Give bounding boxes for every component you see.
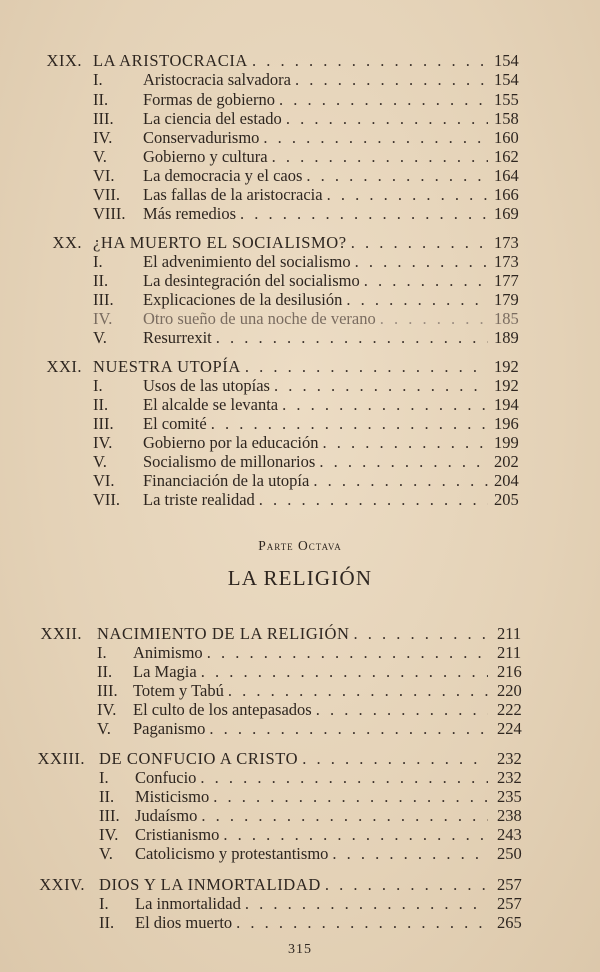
- section-title: La democracia y el caos: [143, 166, 303, 185]
- section-number: IV.: [93, 433, 113, 452]
- page-number: 166: [494, 185, 519, 204]
- section-entry: [0, 328, 600, 347]
- page-number: 154: [494, 70, 519, 89]
- section-entry: [0, 825, 600, 844]
- leader-dots: [351, 233, 488, 252]
- leader-dots: [216, 328, 488, 347]
- chapter-title: DIOS Y LA INMORTALIDAD: [99, 875, 321, 894]
- chapter-number: XXIII.: [37, 749, 85, 768]
- section-title-line: [143, 290, 492, 309]
- leader-dots: [200, 768, 488, 787]
- section-entry: [0, 433, 600, 452]
- chapter-title-line: [97, 624, 492, 643]
- section-title-line: [143, 204, 492, 223]
- page-number: 220: [497, 681, 522, 700]
- section-number: III.: [97, 681, 118, 700]
- part-title: LA RELIGIÓN: [227, 566, 373, 590]
- section-title-line: [133, 719, 492, 738]
- page-number: 202: [494, 452, 519, 471]
- section-entry: [0, 662, 600, 681]
- section-entry: [0, 204, 600, 223]
- page-number: 192: [494, 376, 519, 395]
- page-number: 232: [497, 749, 522, 768]
- page-number: 235: [497, 787, 522, 806]
- leader-dots: [327, 185, 488, 204]
- section-entry: [0, 643, 600, 662]
- section-title: La triste realidad: [143, 490, 255, 509]
- section-title: Resurrexit: [143, 328, 212, 347]
- section-number: III.: [93, 414, 114, 433]
- section-title-line: [135, 844, 492, 863]
- page-number: 160: [494, 128, 519, 147]
- page-number: 155: [494, 90, 519, 109]
- section-number: IV.: [93, 309, 113, 328]
- section-title-line: [143, 328, 492, 347]
- leader-dots: [313, 471, 488, 490]
- chapter-number: XX.: [52, 233, 82, 252]
- page-number: 199: [494, 433, 519, 452]
- section-title: Otro sueño de una noche de verano: [143, 309, 376, 328]
- section-number: I.: [99, 768, 109, 787]
- section-number: III.: [93, 290, 114, 309]
- section-entry: [0, 376, 600, 395]
- section-entry: [0, 700, 600, 719]
- page-number: 211: [497, 643, 522, 662]
- section-title-line: [133, 681, 492, 700]
- leader-dots: [286, 109, 488, 128]
- section-title-line: [135, 806, 492, 825]
- section-entry: [0, 452, 600, 471]
- section-title: Catolicismo y protestantismo: [135, 844, 329, 863]
- section-entry: [0, 185, 600, 204]
- section-number: V.: [93, 147, 107, 166]
- section-entry: [0, 252, 600, 271]
- section-number: VI.: [93, 471, 115, 490]
- leader-dots: [252, 51, 488, 70]
- section-entry: [0, 109, 600, 128]
- section-entry: [0, 395, 600, 414]
- chapter-heading: [0, 875, 600, 894]
- section-title-line: [143, 128, 492, 147]
- chapter-number: XXIV.: [39, 875, 85, 894]
- chapter-title-line: [93, 51, 492, 70]
- section-title-line: [143, 471, 492, 490]
- chapter-heading: [0, 749, 600, 768]
- section-title: Conservadurismo: [143, 128, 260, 147]
- page-number: 158: [494, 109, 519, 128]
- section-title: El advenimiento del socialismo: [143, 252, 351, 271]
- chapter-title: DE CONFUCIO A CRISTO: [99, 749, 299, 768]
- section-entry: [0, 913, 600, 932]
- section-title-line: [133, 662, 492, 681]
- section-entry: [0, 70, 600, 89]
- section-title: Misticismo: [135, 787, 210, 806]
- page-number: 179: [494, 290, 519, 309]
- section-entry: [0, 787, 600, 806]
- chapter-number: XXII.: [40, 624, 82, 643]
- section-number: II.: [93, 271, 109, 290]
- section-entry: [0, 768, 600, 787]
- section-title: Usos de las utopías: [143, 376, 270, 395]
- chapter-title: LA ARISTOCRACIA: [93, 51, 248, 70]
- section-entry: [0, 471, 600, 490]
- section-title-line: [143, 395, 492, 414]
- section-number: III.: [93, 109, 114, 128]
- leader-dots: [207, 643, 488, 662]
- leader-dots: [274, 376, 488, 395]
- page-number: 164: [494, 166, 519, 185]
- section-title: Confucio: [135, 768, 197, 787]
- section-number: VII.: [93, 185, 121, 204]
- section-title: El comité: [143, 414, 207, 433]
- section-number: II.: [93, 395, 109, 414]
- section-entry: [0, 894, 600, 913]
- leader-dots: [245, 894, 488, 913]
- section-title: Animismo: [133, 643, 203, 662]
- section-title: La desintegración del socialismo: [143, 271, 360, 290]
- leader-dots: [322, 433, 488, 452]
- page-folio: 315: [288, 942, 312, 957]
- section-title-line: [143, 90, 492, 109]
- leader-dots: [213, 787, 488, 806]
- section-title-line: [143, 452, 492, 471]
- section-title-line: [143, 490, 492, 509]
- chapter-heading: [0, 51, 600, 70]
- page-number: 243: [497, 825, 522, 844]
- leader-dots: [302, 749, 488, 768]
- leader-dots: [236, 913, 488, 932]
- leader-dots: [354, 624, 488, 643]
- section-title-line: [135, 894, 492, 913]
- section-title-line: [133, 700, 492, 719]
- section-entry: [0, 166, 600, 185]
- section-entry: [0, 128, 600, 147]
- section-number: V.: [97, 719, 111, 738]
- section-title-line: [143, 376, 492, 395]
- section-title-line: [143, 252, 492, 271]
- leader-dots: [201, 662, 488, 681]
- section-title-line: [135, 825, 492, 844]
- page-number: 224: [497, 719, 522, 738]
- page-number: 196: [494, 414, 519, 433]
- section-title-line: [143, 271, 492, 290]
- section-number: I.: [99, 894, 109, 913]
- page-number: 185: [494, 309, 519, 328]
- leader-dots: [282, 395, 488, 414]
- leader-dots: [325, 875, 488, 894]
- section-title: La ciencia del estado: [143, 109, 282, 128]
- chapter-title: NUESTRA UTOPÍA: [93, 357, 241, 376]
- section-title-line: [135, 787, 492, 806]
- section-number: IV.: [99, 825, 119, 844]
- section-number: V.: [93, 452, 107, 471]
- leader-dots: [228, 681, 488, 700]
- section-title-line: [143, 70, 492, 89]
- section-title: El dios muerto: [135, 913, 233, 932]
- section-title-line: [135, 913, 492, 932]
- leader-dots: [201, 806, 488, 825]
- page-number: 257: [497, 894, 522, 913]
- section-number: III.: [99, 806, 120, 825]
- page-number: 162: [494, 147, 519, 166]
- page-number: 232: [497, 768, 522, 787]
- chapter-heading: [0, 624, 600, 643]
- section-number: VII.: [93, 490, 121, 509]
- section-number: VI.: [93, 166, 115, 185]
- leader-dots: [223, 825, 488, 844]
- section-entry: [0, 490, 600, 509]
- leader-dots: [332, 844, 488, 863]
- section-title-line: [143, 147, 492, 166]
- section-title: El culto de los antepasados: [133, 700, 312, 719]
- section-entry: [0, 681, 600, 700]
- page-number: 238: [497, 806, 522, 825]
- page-number: 216: [497, 662, 522, 681]
- section-number: II.: [99, 913, 115, 932]
- page-number: 204: [494, 471, 519, 490]
- chapter-heading: [0, 233, 600, 252]
- leader-dots: [209, 719, 488, 738]
- page-number: 194: [494, 395, 519, 414]
- chapter-title-line: [99, 875, 492, 894]
- leader-dots: [346, 290, 488, 309]
- leader-dots: [211, 414, 488, 433]
- section-number: V.: [99, 844, 113, 863]
- page-number: 205: [494, 490, 519, 509]
- leader-dots: [240, 204, 488, 223]
- page-number: 169: [494, 204, 519, 223]
- part-label: Parte Octava: [258, 538, 342, 553]
- page-number: 189: [494, 328, 519, 347]
- section-title: Aristocracia salvadora: [143, 70, 291, 89]
- section-title: Financiación de la utopía: [143, 471, 310, 490]
- section-number: II.: [99, 787, 115, 806]
- leader-dots: [306, 166, 488, 185]
- section-entry: [0, 309, 600, 328]
- section-entry: [0, 271, 600, 290]
- section-title: Cristianismo: [135, 825, 220, 844]
- page-number: 192: [494, 357, 519, 376]
- section-title: El alcalde se levanta: [143, 395, 279, 414]
- section-entry: [0, 147, 600, 166]
- leader-dots: [279, 90, 488, 109]
- section-entry: [0, 806, 600, 825]
- chapter-number: XIX.: [46, 51, 82, 70]
- section-title-line: [143, 109, 492, 128]
- page-number: 265: [497, 913, 522, 932]
- section-entry: [0, 719, 600, 738]
- section-number: I.: [93, 70, 103, 89]
- section-title-line: [143, 166, 492, 185]
- leader-dots: [272, 147, 488, 166]
- leader-dots: [364, 271, 488, 290]
- section-number: II.: [93, 90, 109, 109]
- chapter-heading: [0, 357, 600, 376]
- leader-dots: [355, 252, 488, 271]
- section-entry: [0, 844, 600, 863]
- section-title: Gobierno y cultura: [143, 147, 268, 166]
- section-title: Socialismo de millonarios: [143, 452, 316, 471]
- section-number: I.: [93, 252, 103, 271]
- section-title: Más remedios: [143, 204, 237, 223]
- section-title: Judaísmo: [135, 806, 198, 825]
- section-number: IV.: [93, 128, 113, 147]
- section-title: Explicaciones de la desilusión: [143, 290, 343, 309]
- leader-dots: [245, 357, 488, 376]
- section-title-line: [143, 185, 492, 204]
- section-title-line: [143, 414, 492, 433]
- leader-dots: [295, 70, 488, 89]
- section-title: Gobierno por la educación: [143, 433, 319, 452]
- leader-dots: [380, 309, 488, 328]
- chapter-title-line: [99, 749, 492, 768]
- section-number: II.: [97, 662, 113, 681]
- section-title-line: [133, 643, 492, 662]
- leader-dots: [319, 452, 488, 471]
- page-number: 250: [497, 844, 522, 863]
- section-entry: [0, 90, 600, 109]
- section-title: La Magia: [133, 662, 197, 681]
- chapter-title-line: [93, 357, 492, 376]
- section-number: VIII.: [93, 204, 126, 223]
- section-entry: [0, 290, 600, 309]
- section-title: Formas de gobierno: [143, 90, 275, 109]
- section-number: IV.: [97, 700, 117, 719]
- section-number: V.: [93, 328, 107, 347]
- chapter-title-line: [93, 233, 492, 252]
- section-title: Paganismo: [133, 719, 206, 738]
- section-title-line: [143, 309, 492, 328]
- page-number: 257: [497, 875, 522, 894]
- section-title: Totem y Tabú: [133, 681, 224, 700]
- leader-dots: [259, 490, 488, 509]
- section-entry: [0, 414, 600, 433]
- chapter-number: XXI.: [46, 357, 82, 376]
- page-number: 211: [497, 624, 522, 643]
- section-title-line: [135, 768, 492, 787]
- section-number: I.: [97, 643, 107, 662]
- chapter-title: ¿HA MUERTO EL SOCIALISMO?: [93, 233, 347, 252]
- page-number: 173: [494, 252, 519, 271]
- section-number: I.: [93, 376, 103, 395]
- page-number: 154: [494, 51, 519, 70]
- section-title: La inmortalidad: [135, 894, 241, 913]
- page-number: 222: [497, 700, 522, 719]
- page-number: 177: [494, 271, 519, 290]
- section-title-line: [143, 433, 492, 452]
- leader-dots: [316, 700, 488, 719]
- leader-dots: [263, 128, 488, 147]
- section-title: Las fallas de la aristocracia: [143, 185, 323, 204]
- page-number: 173: [494, 233, 519, 252]
- chapter-title: NACIMIENTO DE LA RELIGIÓN: [97, 624, 350, 643]
